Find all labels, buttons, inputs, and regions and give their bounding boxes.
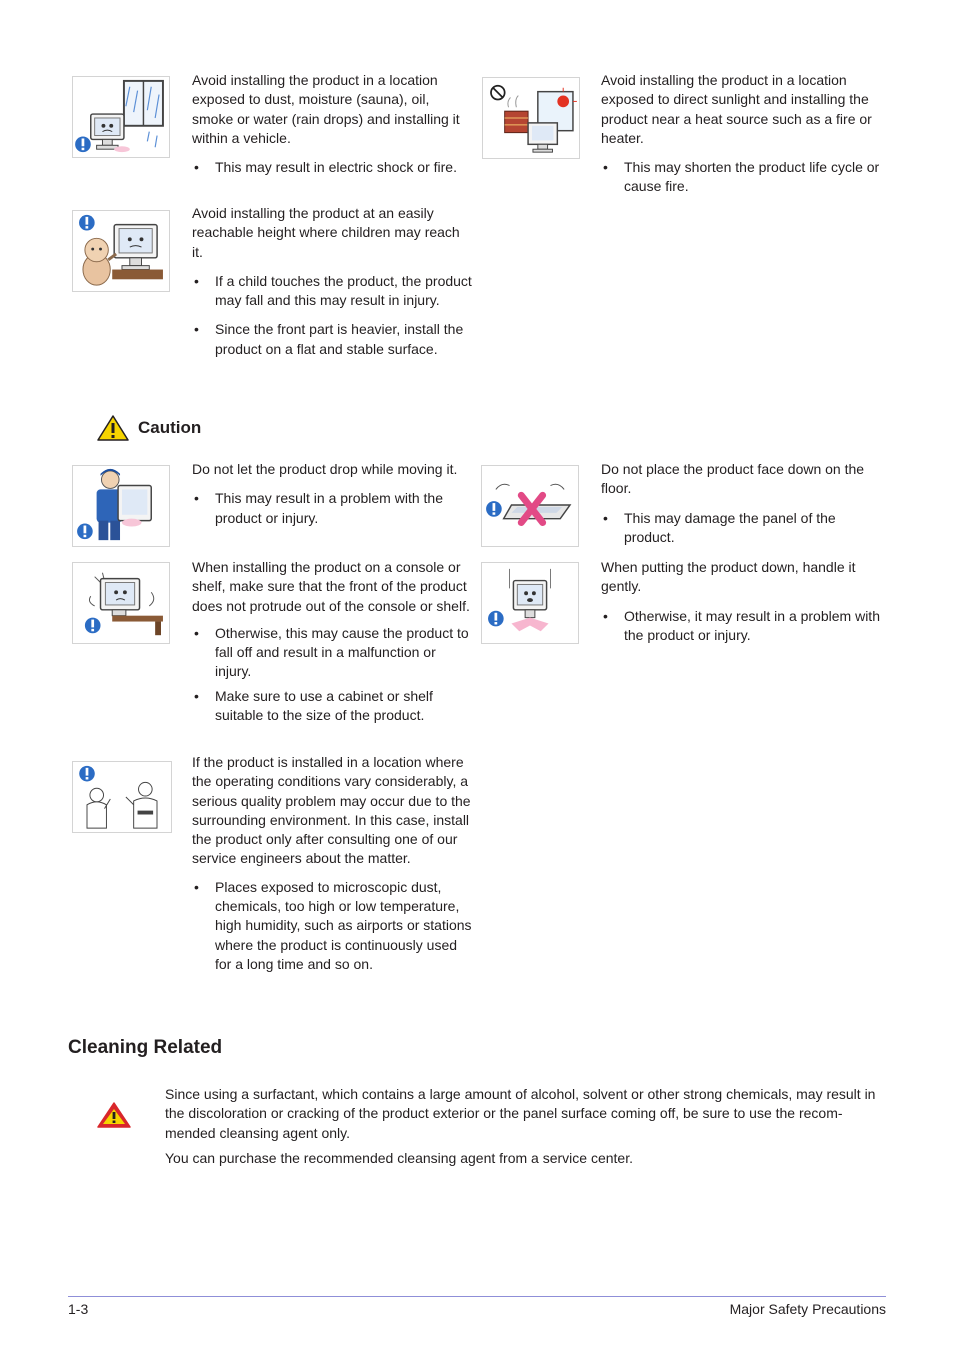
warning-lead-text: Avoid installing the product at an easily reachable height where children may reach it. [192, 205, 460, 260]
warning-lead-text: Avoid installing the product in a location exposed to dust, moisture (sauna), oil, smoke or water (rain drops) and installing it within a vehicle. [192, 72, 460, 146]
warning-lead-text: Avoid installing the product in a location exposed to direct sunlight and installing the product near a heat source such as a fire or heater. [601, 72, 872, 146]
caution-lead-text: When installing the product on a console or shelf, make sure that the front of the product does not protrude out of the console or shelf. [192, 559, 470, 614]
list-item: • This may shorten the product life cycle or cause fire. [601, 158, 883, 197]
monitor-heater-illustration [482, 77, 580, 159]
list-item: • This may result in a problem with the product or injury. [192, 489, 472, 528]
list-item: • Since the front part is heavier, install the product on a flat and stable surface. [192, 320, 472, 359]
person-carrying-monitor-illustration [72, 465, 170, 547]
list-item: • Make sure to use a cabinet or shelf suitable to the size of the product. [192, 687, 474, 726]
monitor-face-down-illustration [481, 465, 579, 547]
list-item: • This may damage the panel of the product. [601, 509, 883, 548]
list-item: • This may result in electric shock or fire. [192, 158, 472, 177]
monitor-on-shelf-illustration [72, 562, 170, 644]
monitor-rain-illustration [72, 76, 170, 158]
footer-divider [68, 1296, 886, 1297]
caution-lead-text: When putting the product down, handle it gently. [601, 559, 856, 595]
caution-lead-text: Do not let the product drop while moving it. [192, 461, 458, 477]
red-warning-triangle-icon [96, 1101, 132, 1129]
list-item: • Otherwise, this may cause the product to fall off and result in a malfunction or injury. [192, 624, 474, 682]
caution-title: Caution [138, 418, 202, 437]
monitor-dropped-illustration [481, 562, 579, 644]
caution-lead-text: If the product is installed in a location where the operating conditions vary considerably, a serious quality problem may occur due to the surrounding environment. In this case, install the product only after consulting one of our service engineers about the matter. [192, 754, 471, 867]
service-engineer-illustration [72, 761, 172, 833]
cleaning-paragraph: You can purchase the recommended cleansing agent from a service center. [165, 1149, 633, 1166]
child-monitor-illustration [72, 210, 170, 292]
caution-lead-text: Do not place the product face down on the floor. [601, 461, 865, 497]
list-item: • Places exposed to microscopic dust, chemicals, too high or low temperature, high humidity, such as airports or stations where the product is continuously used for a long time and so on. [192, 878, 474, 974]
footer-section-title: Major Safety Precautions [729, 1301, 886, 1317]
caution-triangle-icon [96, 414, 130, 442]
list-item: • If a child touches the product, the product may fall and this may result in injury. [192, 272, 472, 311]
page-number: 1-3 [68, 1301, 89, 1317]
list-item: • Otherwise, it may result in a problem with the product or injury. [601, 607, 883, 646]
cleaning-paragraph: Since using a surfactant, which contains a large amount of alcohol, solvent or other strong chemicals, may result in the discoloration or cracking of the product exterior or the panel surface coming off, be sure to use the recom-mended cleansing agent only. [165, 1086, 876, 1141]
section-heading-cleaning: Cleaning Related [68, 1037, 223, 1058]
